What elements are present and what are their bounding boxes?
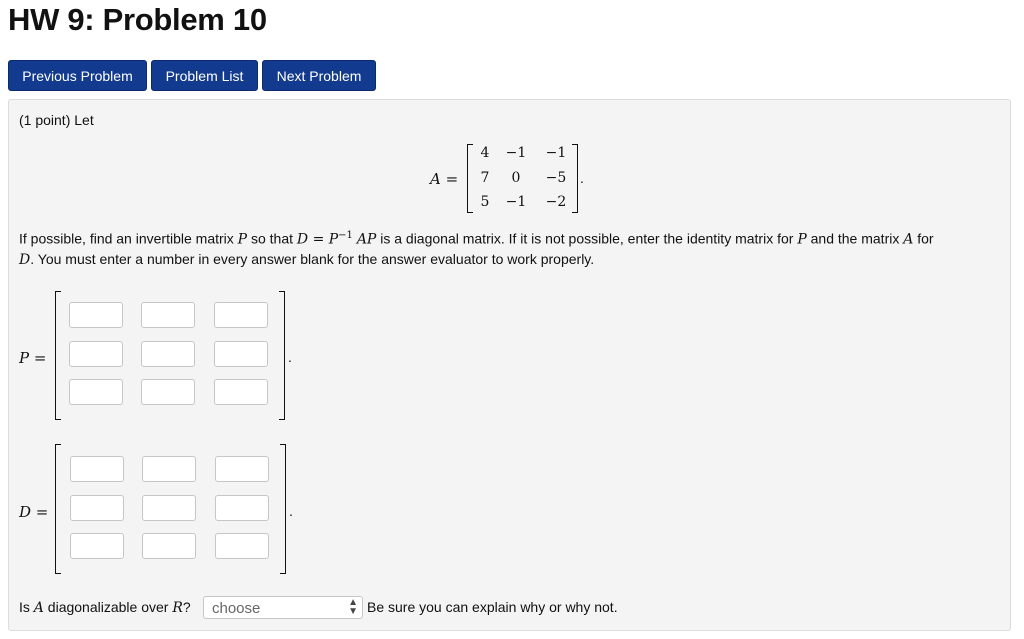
p-entry-input[interactable]	[141, 379, 195, 405]
matrix-p-label: P =	[19, 349, 47, 367]
matrix-a-cell: −2	[545, 194, 567, 210]
problem-intro: (1 point) Let	[19, 112, 94, 128]
matrix-a-cell: −1	[505, 145, 527, 161]
select-value: choose	[212, 600, 261, 617]
matrix-a-cell: 4	[480, 145, 490, 161]
explain-hint: Be sure you can explain why or why not.	[367, 599, 618, 615]
matrix-a-label: A =	[430, 170, 459, 188]
matrix-p-right-bracket	[279, 291, 285, 420]
matrix-d-right-bracket	[280, 444, 286, 574]
p-entry-input[interactable]	[141, 302, 195, 328]
matrix-a-cell: −1	[545, 145, 567, 161]
p-entry-input[interactable]	[69, 379, 123, 405]
d-entry-input[interactable]	[142, 456, 196, 482]
problem-list-button[interactable]: Problem List	[151, 60, 258, 91]
d-entry-input[interactable]	[70, 456, 124, 482]
matrix-d-label: D =	[19, 503, 49, 521]
matrix-a-cell: −1	[505, 194, 527, 210]
matrix-a-cell: 7	[480, 170, 490, 186]
matrix-d-left-bracket	[55, 444, 61, 574]
p-entry-input[interactable]	[69, 341, 123, 367]
d-entry-input[interactable]	[215, 533, 269, 559]
d-entry-input[interactable]	[142, 533, 196, 559]
matrix-p-period: .	[288, 349, 292, 365]
page-title: HW 9: Problem 10	[8, 2, 267, 37]
d-entry-input[interactable]	[215, 456, 269, 482]
d-entry-input[interactable]	[70, 495, 124, 521]
problem-statement-line-2: D. You must enter a number in every answer blank for the answer evaluator to work properly.	[19, 251, 595, 268]
matrix-d-period: .	[289, 503, 293, 519]
p-entry-input[interactable]	[141, 341, 195, 367]
previous-problem-button[interactable]: Previous Problem	[8, 60, 147, 91]
d-entry-input[interactable]	[215, 495, 269, 521]
matrix-a-period: .	[580, 170, 584, 186]
p-entry-input[interactable]	[214, 341, 268, 367]
diagonalizable-select[interactable]	[203, 596, 363, 619]
select-arrows-icon: ▲ ▼	[348, 597, 358, 617]
matrix-a-cell: −5	[545, 170, 567, 186]
problem-statement-line-1: If possible, find an invertible matrix P so that $D = P^{-1}$ AP is a diagonal matrix. If it is not possible, enter the identity matrix for P and the matrix A for	[19, 230, 934, 248]
d-entry-input[interactable]	[142, 495, 196, 521]
matrix-a-cell: 5	[480, 194, 490, 210]
p-entry-input[interactable]	[214, 379, 268, 405]
diagonalizable-question: Is A diagonalizable over R?	[19, 599, 191, 616]
next-problem-button[interactable]: Next Problem	[262, 60, 376, 91]
p-entry-input[interactable]	[69, 302, 123, 328]
p-entry-input[interactable]	[214, 302, 268, 328]
d-entry-input[interactable]	[70, 533, 124, 559]
matrix-p-left-bracket	[55, 291, 61, 420]
matrix-a-cell: 0	[511, 170, 521, 186]
